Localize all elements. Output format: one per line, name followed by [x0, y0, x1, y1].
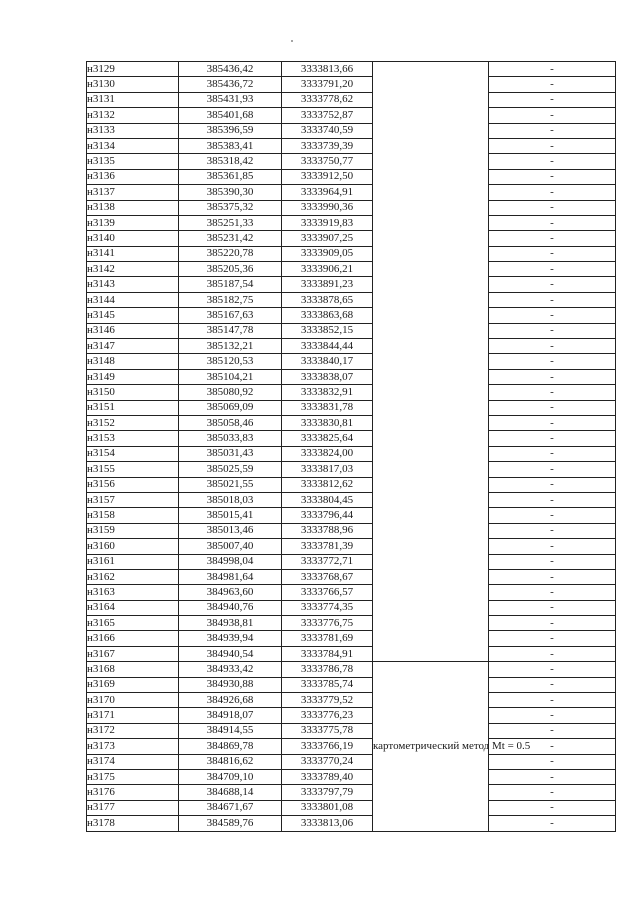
point-name-cell: н3160: [87, 539, 179, 554]
dash-cell: -: [489, 754, 616, 769]
table-row: [87, 246, 616, 261]
table-row: [87, 616, 616, 631]
table-row: [87, 123, 616, 138]
point-name-cell: н3173: [87, 739, 179, 754]
table-row: [87, 262, 616, 277]
y-coordinate-cell: 3333784,91: [282, 646, 373, 661]
dash-cell: -: [489, 215, 616, 230]
x-coordinate-cell: 385147,78: [179, 323, 282, 338]
x-coordinate-cell: 385013,46: [179, 523, 282, 538]
point-name-cell: н3133: [87, 123, 179, 138]
x-coordinate-cell: 385104,21: [179, 369, 282, 384]
x-coordinate-cell: 385025,59: [179, 462, 282, 477]
dash-cell: -: [489, 185, 616, 200]
y-coordinate-cell: 3333891,23: [282, 277, 373, 292]
point-name-cell: н3170: [87, 693, 179, 708]
dash-cell: -: [489, 508, 616, 523]
point-name-cell: н3161: [87, 554, 179, 569]
point-name-cell: н3151: [87, 400, 179, 415]
point-name-cell: н3140: [87, 231, 179, 246]
y-coordinate-cell: 3333770,24: [282, 754, 373, 769]
y-coordinate-cell: 3333863,68: [282, 308, 373, 323]
dash-cell: -: [489, 616, 616, 631]
point-name-cell: н3158: [87, 508, 179, 523]
table-row: [87, 154, 616, 169]
table-row: [87, 739, 616, 754]
dash-cell: -: [489, 62, 616, 77]
dash-cell: -: [489, 292, 616, 307]
x-coordinate-cell: 385007,40: [179, 539, 282, 554]
y-coordinate-cell: 3333919,83: [282, 215, 373, 230]
table-row: [87, 600, 616, 615]
y-coordinate-cell: 3333772,71: [282, 554, 373, 569]
point-name-cell: н3147: [87, 339, 179, 354]
x-coordinate-cell: 385390,30: [179, 185, 282, 200]
x-coordinate-cell: 385021,55: [179, 477, 282, 492]
x-coordinate-cell: 384709,10: [179, 769, 282, 784]
y-coordinate-cell: 3333990,36: [282, 200, 373, 215]
x-coordinate-cell: 384869,78: [179, 739, 282, 754]
y-coordinate-cell: 3333878,65: [282, 292, 373, 307]
x-coordinate-cell: 385401,68: [179, 108, 282, 123]
x-coordinate-cell: 385120,53: [179, 354, 282, 369]
dash-cell: -: [489, 769, 616, 784]
dash-cell: -: [489, 277, 616, 292]
y-coordinate-cell: 3333766,57: [282, 585, 373, 600]
table-row: [87, 554, 616, 569]
y-coordinate-cell: 3333909,05: [282, 246, 373, 261]
table-row: [87, 138, 616, 153]
y-coordinate-cell: 3333766,19: [282, 739, 373, 754]
point-name-cell: н3167: [87, 646, 179, 661]
y-coordinate-cell: 3333832,91: [282, 385, 373, 400]
x-coordinate-cell: 384940,76: [179, 600, 282, 615]
point-name-cell: н3152: [87, 415, 179, 430]
dash-cell: -: [489, 446, 616, 461]
dash-cell: -: [489, 677, 616, 692]
point-name-cell: н3134: [87, 138, 179, 153]
dash-cell: -: [489, 800, 616, 815]
x-coordinate-cell: 384939,94: [179, 631, 282, 646]
dash-cell: -: [489, 708, 616, 723]
x-coordinate-cell: 385069,09: [179, 400, 282, 415]
table-row: [87, 662, 616, 677]
point-name-cell: н3144: [87, 292, 179, 307]
x-coordinate-cell: 385361,85: [179, 169, 282, 184]
dash-cell: -: [489, 108, 616, 123]
table-row: [87, 62, 616, 77]
table-row: [87, 185, 616, 200]
y-coordinate-cell: 3333906,21: [282, 262, 373, 277]
table-row: [87, 816, 616, 831]
y-coordinate-cell: 3333813,06: [282, 816, 373, 831]
y-coordinate-cell: 3333912,50: [282, 169, 373, 184]
x-coordinate-cell: 384940,54: [179, 646, 282, 661]
table-row: [87, 754, 616, 769]
dash-cell: -: [489, 600, 616, 615]
point-name-cell: н3150: [87, 385, 179, 400]
point-name-cell: н3132: [87, 108, 179, 123]
dash-cell: -: [489, 554, 616, 569]
table-row: [87, 769, 616, 784]
point-name-cell: н3137: [87, 185, 179, 200]
x-coordinate-cell: 385015,41: [179, 508, 282, 523]
x-coordinate-cell: 385205,36: [179, 262, 282, 277]
point-name-cell: н3136: [87, 169, 179, 184]
point-name-cell: н3153: [87, 431, 179, 446]
table-row: [87, 354, 616, 369]
point-name-cell: н3165: [87, 616, 179, 631]
point-name-cell: н3154: [87, 446, 179, 461]
point-name-cell: н3148: [87, 354, 179, 369]
y-coordinate-cell: 3333768,67: [282, 569, 373, 584]
table-row: [87, 646, 616, 661]
dash-cell: -: [489, 631, 616, 646]
table-row: [87, 323, 616, 338]
dash-cell: -: [489, 415, 616, 430]
table-row: [87, 369, 616, 384]
dash-cell: -: [489, 154, 616, 169]
y-coordinate-cell: 3333740,59: [282, 123, 373, 138]
dash-cell: -: [489, 477, 616, 492]
scan-artifact: [291, 40, 293, 42]
dash-cell: -: [489, 231, 616, 246]
y-coordinate-cell: 3333739,39: [282, 138, 373, 153]
table-row: [87, 462, 616, 477]
dash-cell: -: [489, 77, 616, 92]
y-coordinate-cell: 3333824,00: [282, 446, 373, 461]
point-name-cell: н3143: [87, 277, 179, 292]
dash-cell: -: [489, 523, 616, 538]
x-coordinate-cell: 385220,78: [179, 246, 282, 261]
x-coordinate-cell: 385251,33: [179, 215, 282, 230]
table-row: [87, 400, 616, 415]
y-coordinate-cell: 3333776,75: [282, 616, 373, 631]
dash-cell: -: [489, 339, 616, 354]
y-coordinate-cell: 3333830,81: [282, 415, 373, 430]
table-row: [87, 477, 616, 492]
table-row: [87, 215, 616, 230]
y-coordinate-cell: 3333796,44: [282, 508, 373, 523]
y-coordinate-cell: 3333781,69: [282, 631, 373, 646]
dash-cell: -: [489, 138, 616, 153]
point-name-cell: н3131: [87, 92, 179, 107]
point-name-cell: н3166: [87, 631, 179, 646]
dash-cell: -: [489, 262, 616, 277]
x-coordinate-cell: 385318,42: [179, 154, 282, 169]
x-coordinate-cell: 384981,64: [179, 569, 282, 584]
x-coordinate-cell: 385132,21: [179, 339, 282, 354]
dash-cell: -: [489, 323, 616, 338]
table-row: [87, 308, 616, 323]
point-name-cell: н3176: [87, 785, 179, 800]
y-coordinate-cell: 3333838,07: [282, 369, 373, 384]
y-coordinate-cell: 3333804,45: [282, 492, 373, 507]
dash-cell: -: [489, 693, 616, 708]
point-name-cell: н3171: [87, 708, 179, 723]
dash-cell: -: [489, 739, 616, 754]
x-coordinate-cell: 385058,46: [179, 415, 282, 430]
y-coordinate-cell: 3333789,40: [282, 769, 373, 784]
dash-cell: -: [489, 308, 616, 323]
y-coordinate-cell: 3333831,78: [282, 400, 373, 415]
table-row: [87, 277, 616, 292]
x-coordinate-cell: 385231,42: [179, 231, 282, 246]
x-coordinate-cell: 385018,03: [179, 492, 282, 507]
coordinates-table: [86, 61, 616, 832]
dash-cell: -: [489, 400, 616, 415]
x-coordinate-cell: 385431,93: [179, 92, 282, 107]
y-coordinate-cell: 3333750,77: [282, 154, 373, 169]
x-coordinate-cell: 384933,42: [179, 662, 282, 677]
table-row: [87, 200, 616, 215]
y-coordinate-cell: 3333778,62: [282, 92, 373, 107]
point-name-cell: н3138: [87, 200, 179, 215]
dash-cell: -: [489, 385, 616, 400]
dash-cell: -: [489, 92, 616, 107]
x-coordinate-cell: 385383,41: [179, 138, 282, 153]
y-coordinate-cell: 3333817,03: [282, 462, 373, 477]
dash-cell: -: [489, 492, 616, 507]
y-coordinate-cell: 3333964,91: [282, 185, 373, 200]
x-coordinate-cell: 384963,60: [179, 585, 282, 600]
point-name-cell: н3163: [87, 585, 179, 600]
x-coordinate-cell: 385033,83: [179, 431, 282, 446]
table-row: [87, 785, 616, 800]
y-coordinate-cell: 3333852,15: [282, 323, 373, 338]
y-coordinate-cell: 3333775,78: [282, 723, 373, 738]
table-row: [87, 585, 616, 600]
x-coordinate-cell: 384589,76: [179, 816, 282, 831]
point-name-cell: н3174: [87, 754, 179, 769]
dash-cell: -: [489, 246, 616, 261]
dash-cell: -: [489, 816, 616, 831]
y-coordinate-cell: 3333752,87: [282, 108, 373, 123]
table-row: [87, 431, 616, 446]
method-cell-lower: картометрический метод Mt = 0.5: [373, 662, 489, 831]
y-coordinate-cell: 3333844,44: [282, 339, 373, 354]
table-row: [87, 800, 616, 815]
dash-cell: -: [489, 646, 616, 661]
point-name-cell: н3141: [87, 246, 179, 261]
method-cell-upper: [373, 62, 489, 662]
table-row: [87, 292, 616, 307]
point-name-cell: н3168: [87, 662, 179, 677]
table-row: [87, 569, 616, 584]
x-coordinate-cell: 384930,88: [179, 677, 282, 692]
x-coordinate-cell: 385436,72: [179, 77, 282, 92]
dash-cell: -: [489, 354, 616, 369]
point-name-cell: н3146: [87, 323, 179, 338]
x-coordinate-cell: 384926,68: [179, 693, 282, 708]
point-name-cell: н3142: [87, 262, 179, 277]
y-coordinate-cell: 3333779,52: [282, 693, 373, 708]
table-row: [87, 231, 616, 246]
dash-cell: -: [489, 539, 616, 554]
y-coordinate-cell: 3333813,66: [282, 62, 373, 77]
x-coordinate-cell: 384918,07: [179, 708, 282, 723]
table-row: [87, 108, 616, 123]
point-name-cell: н3155: [87, 462, 179, 477]
dash-cell: -: [489, 169, 616, 184]
point-name-cell: н3130: [87, 77, 179, 92]
x-coordinate-cell: 384816,62: [179, 754, 282, 769]
point-name-cell: н3129: [87, 62, 179, 77]
y-coordinate-cell: 3333776,23: [282, 708, 373, 723]
point-name-cell: н3145: [87, 308, 179, 323]
point-name-cell: н3149: [87, 369, 179, 384]
point-name-cell: н3178: [87, 816, 179, 831]
x-coordinate-cell: 384671,67: [179, 800, 282, 815]
y-coordinate-cell: 3333785,74: [282, 677, 373, 692]
dash-cell: -: [489, 200, 616, 215]
y-coordinate-cell: 3333791,20: [282, 77, 373, 92]
x-coordinate-cell: 384914,55: [179, 723, 282, 738]
dash-cell: -: [489, 569, 616, 584]
table-row: [87, 693, 616, 708]
table-row: [87, 77, 616, 92]
point-name-cell: н3162: [87, 569, 179, 584]
x-coordinate-cell: 384688,14: [179, 785, 282, 800]
dash-cell: -: [489, 123, 616, 138]
table-row: [87, 169, 616, 184]
dash-cell: -: [489, 431, 616, 446]
point-name-cell: н3139: [87, 215, 179, 230]
point-name-cell: н3172: [87, 723, 179, 738]
table-row: [87, 723, 616, 738]
y-coordinate-cell: 3333801,08: [282, 800, 373, 815]
x-coordinate-cell: 385187,54: [179, 277, 282, 292]
table-row: [87, 492, 616, 507]
y-coordinate-cell: 3333825,64: [282, 431, 373, 446]
table-row: [87, 415, 616, 430]
table-row: [87, 508, 616, 523]
point-name-cell: н3164: [87, 600, 179, 615]
table-row: [87, 523, 616, 538]
table-row: [87, 446, 616, 461]
point-name-cell: н3159: [87, 523, 179, 538]
x-coordinate-cell: 385080,92: [179, 385, 282, 400]
table-row: [87, 539, 616, 554]
y-coordinate-cell: 3333812,62: [282, 477, 373, 492]
x-coordinate-cell: 385375,32: [179, 200, 282, 215]
x-coordinate-cell: 384938,81: [179, 616, 282, 631]
dash-cell: -: [489, 369, 616, 384]
x-coordinate-cell: 384998,04: [179, 554, 282, 569]
y-coordinate-cell: 3333774,35: [282, 600, 373, 615]
x-coordinate-cell: 385031,43: [179, 446, 282, 461]
point-name-cell: н3169: [87, 677, 179, 692]
point-name-cell: н3135: [87, 154, 179, 169]
table-row: [87, 677, 616, 692]
y-coordinate-cell: 3333788,96: [282, 523, 373, 538]
point-name-cell: н3177: [87, 800, 179, 815]
dash-cell: -: [489, 585, 616, 600]
y-coordinate-cell: 3333840,17: [282, 354, 373, 369]
y-coordinate-cell: 3333786,78: [282, 662, 373, 677]
y-coordinate-cell: 3333781,39: [282, 539, 373, 554]
x-coordinate-cell: 385182,75: [179, 292, 282, 307]
y-coordinate-cell: 3333797,79: [282, 785, 373, 800]
dash-cell: -: [489, 462, 616, 477]
dash-cell: -: [489, 723, 616, 738]
table-row: [87, 339, 616, 354]
x-coordinate-cell: 385436,42: [179, 62, 282, 77]
table-row: [87, 631, 616, 646]
dash-cell: -: [489, 785, 616, 800]
table-row: [87, 92, 616, 107]
y-coordinate-cell: 3333907,25: [282, 231, 373, 246]
point-name-cell: н3157: [87, 492, 179, 507]
table-row: [87, 708, 616, 723]
coordinates-table-body: [87, 62, 616, 832]
x-coordinate-cell: 385167,63: [179, 308, 282, 323]
dash-cell: -: [489, 662, 616, 677]
point-name-cell: н3156: [87, 477, 179, 492]
point-name-cell: н3175: [87, 769, 179, 784]
x-coordinate-cell: 385396,59: [179, 123, 282, 138]
table-row: [87, 385, 616, 400]
